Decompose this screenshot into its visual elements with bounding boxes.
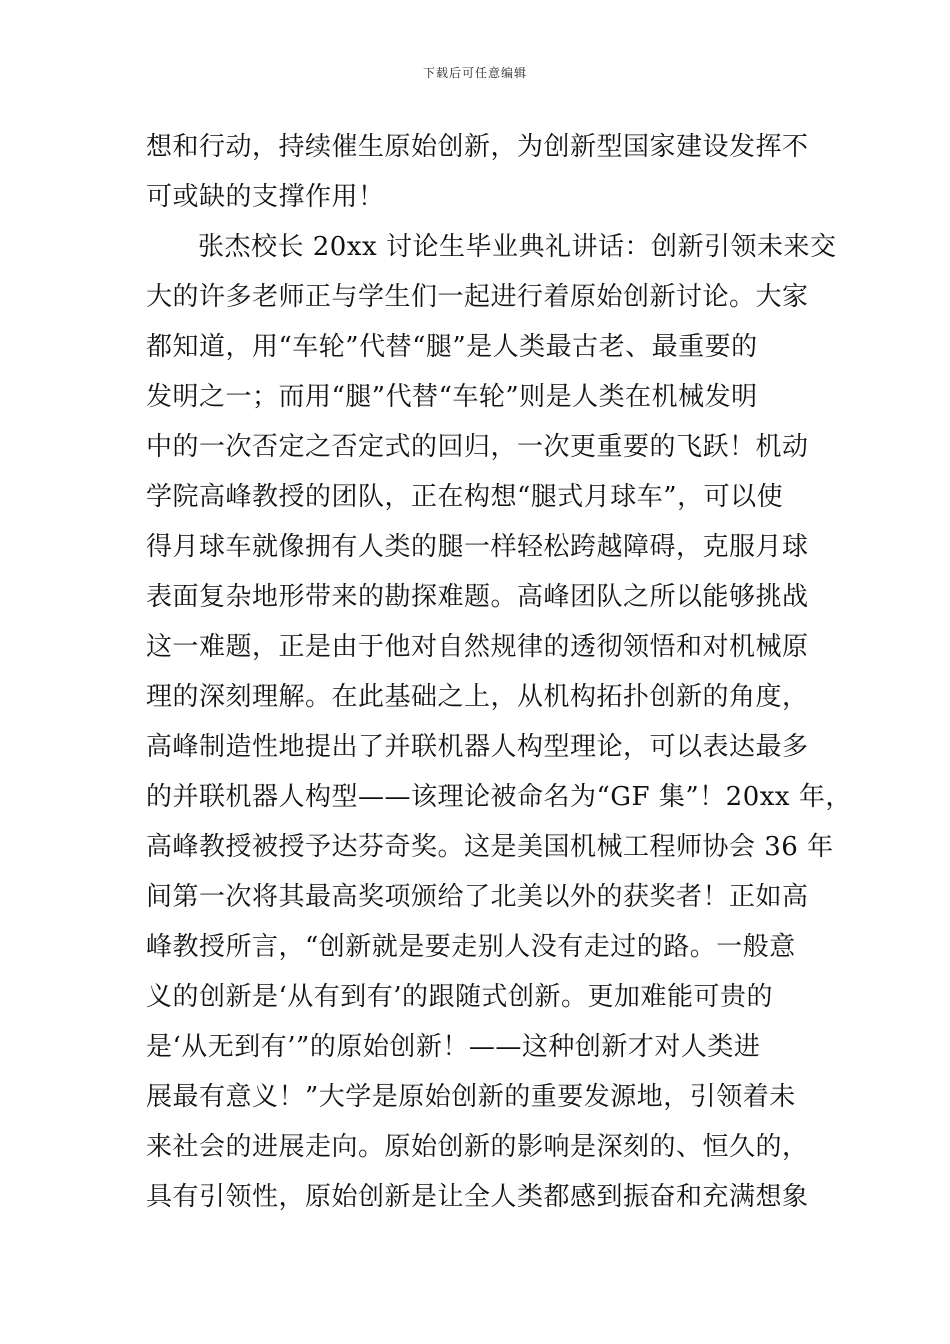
text-line: 大的许多老师正与学生们一起进行着原始创新讨论。大家 (146, 282, 809, 312)
text-line: 的并联机器人构型——该理论被命名为“GF 集”！20xx 年， (146, 782, 852, 812)
text-line: 具有引领性，原始创新是让全人类都感到振奋和充满想象 (146, 1182, 809, 1212)
text-line: 是‘从无到有’”的原始创新！——这种创新才对人类进 (146, 1032, 761, 1062)
text-line: 可或缺的支撑作用！ (146, 182, 385, 212)
text-line: 理的深刻理解。在此基础之上，从机构拓扑创新的角度， (146, 682, 809, 712)
text-line: 想和行动，持续催生原始创新，为创新型国家建设发挥不 (146, 132, 809, 162)
text-line: 都知道，用“车轮”代替“腿”是人类最古老、最重要的 (146, 332, 758, 362)
text-line: 间第一次将其最高奖项颁给了北美以外的获奖者！正如高 (146, 882, 809, 912)
text-line: 学院高峰教授的团队，正在构想“腿式月球车”，可以使 (146, 482, 784, 512)
text-line: 高峰教授被授予达芬奇奖。这是美国机械工程师协会 36 年 (146, 832, 834, 862)
paragraph-1 (146, 122, 816, 222)
text-line: 来社会的进展走向。原始创新的影响是深刻的、恒久的， (146, 1132, 809, 1162)
text-line: 中的一次否定之否定式的回归，一次更重要的飞跃！机动 (146, 432, 809, 462)
text-line: 高峰制造性地提出了并联机器人构型理论，可以表达最多 (146, 732, 809, 762)
text-line: 这一难题，正是由于他对自然规律的透彻领悟和对机械原 (146, 632, 809, 662)
text-line: 表面复杂地形带来的勘探难题。高峰团队之所以能够挑战 (146, 582, 809, 612)
text-line: 峰教授所言，“创新就是要走别人没有走过的路。一般意 (146, 932, 796, 962)
paragraph-2 (146, 222, 852, 1222)
text-line: 得月球车就像拥有人类的腿一样轻松跨越障碍，克服月球 (146, 532, 809, 562)
text-line: 张杰校长 20xx 讨论生毕业典礼讲话：创新引领未来交 (198, 232, 837, 262)
document-body (146, 122, 852, 1222)
text-line: 展最有意义！”大学是原始创新的重要发源地，引领着未 (146, 1082, 796, 1112)
text-line: 发明之一；而用“腿”代替“车轮”则是人类在机械发明 (146, 382, 758, 412)
page-header: 下载后可任意编辑 (422, 66, 527, 80)
text-line: 义的创新是‘从有到有’的跟随式创新。更加难能可贵的 (146, 982, 774, 1012)
